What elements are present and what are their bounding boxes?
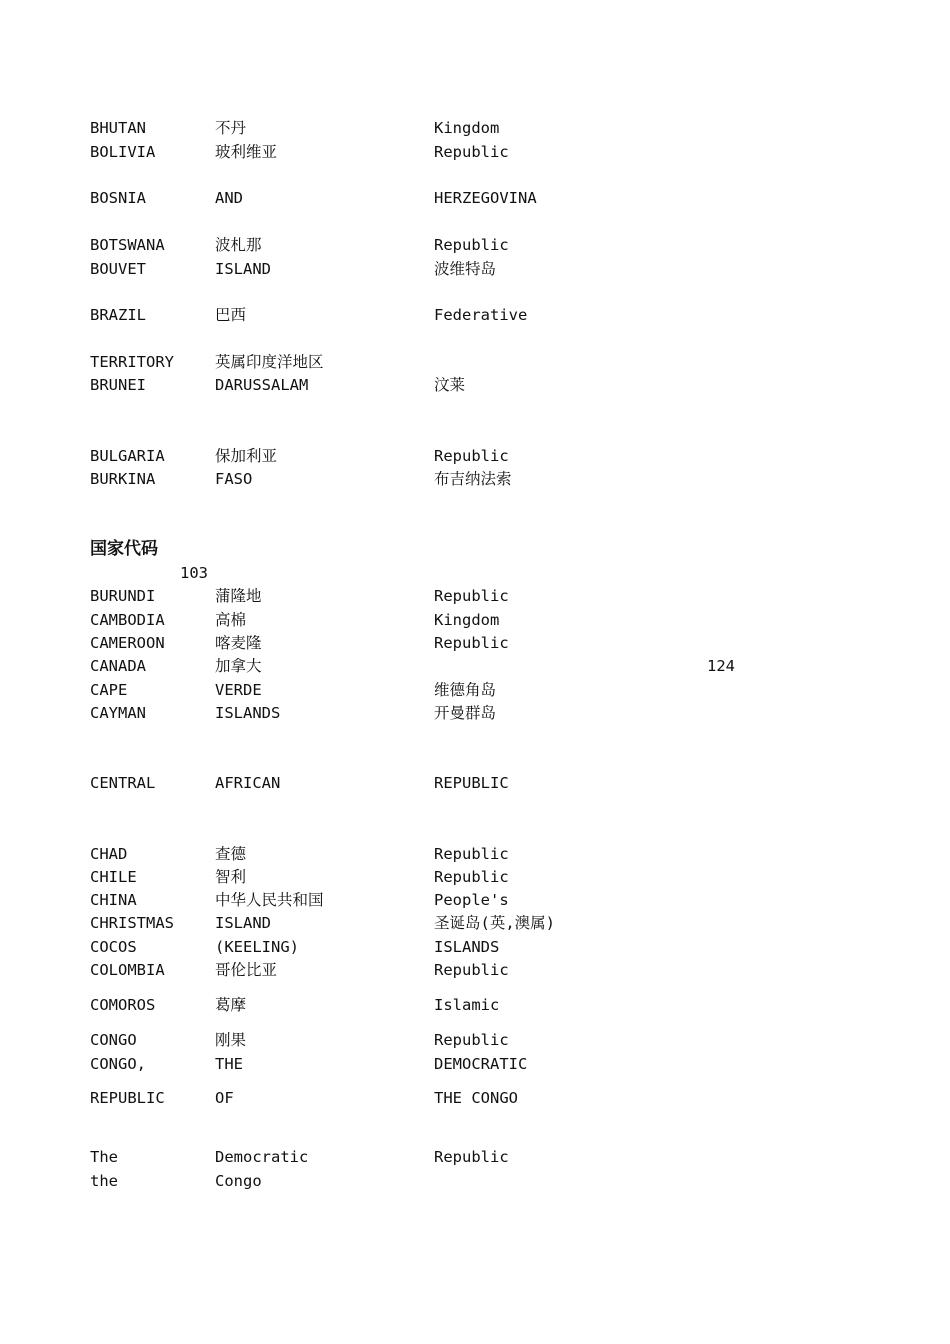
country-name-cell: BULGARIA <box>90 447 165 465</box>
country-detail-cell: 喀麦隆 <box>215 634 262 652</box>
country-detail-cell: 蒲隆地 <box>215 587 262 605</box>
country-type-cell: Islamic <box>434 996 500 1014</box>
country-name-cell: BRAZIL <box>90 306 146 324</box>
country-name-cell: CAMEROON <box>90 634 165 652</box>
table-row <box>0 585 950 607</box>
country-name-cell: CANADA <box>90 657 146 675</box>
country-type-cell: THE CONGO <box>434 1089 518 1107</box>
country-name-cell: CHILE <box>90 868 137 886</box>
country-type-cell: 布吉纳法索 <box>434 470 512 488</box>
table-row <box>0 1146 950 1168</box>
country-detail-cell: 查德 <box>215 845 247 863</box>
country-detail-cell: THE <box>215 1055 243 1073</box>
country-type-cell: 开曼群岛 <box>434 704 497 722</box>
page-number-left: 103 <box>180 564 208 582</box>
table-row <box>0 445 950 467</box>
table-row <box>0 1029 950 1051</box>
table-row <box>0 258 950 280</box>
country-type-cell: Republic <box>434 634 509 652</box>
country-detail-cell: VERDE <box>215 681 262 699</box>
table-row <box>0 843 950 865</box>
table-row <box>0 912 950 934</box>
table-row <box>0 141 950 163</box>
country-type-cell: 波维特岛 <box>434 260 497 278</box>
country-type-cell: 维德角岛 <box>434 681 497 699</box>
country-detail-cell: 哥伦比亚 <box>215 961 278 979</box>
country-name-cell: CHRISTMAS <box>90 914 174 932</box>
country-detail-cell: 中华人民共和国 <box>215 891 324 909</box>
country-name-cell: The <box>90 1148 118 1166</box>
country-detail-cell: 巴西 <box>215 306 247 324</box>
country-name-cell: CHAD <box>90 845 128 863</box>
table-row <box>0 632 950 654</box>
country-type-cell: Kingdom <box>434 611 500 629</box>
country-detail-cell: 智利 <box>215 868 247 886</box>
country-type-cell: DEMOCRATIC <box>434 1055 528 1073</box>
section-heading: 国家代码 <box>90 539 158 559</box>
table-row <box>0 468 950 490</box>
country-type-cell: Republic <box>434 236 509 254</box>
country-name-cell: CONGO <box>90 1031 137 1049</box>
country-type-cell: Republic <box>434 1148 509 1166</box>
country-detail-cell: Congo <box>215 1172 262 1190</box>
country-type-cell: Federative <box>434 306 528 324</box>
country-name-cell: COLOMBIA <box>90 961 165 979</box>
country-name-cell: BOLIVIA <box>90 143 156 161</box>
table-row <box>0 1087 950 1109</box>
country-detail-cell: 刚果 <box>215 1031 247 1049</box>
country-detail-cell: 加拿大 <box>215 657 262 675</box>
table-row <box>0 936 950 958</box>
country-type-cell: Republic <box>434 845 509 863</box>
country-name-cell: CHINA <box>90 891 137 909</box>
country-name-cell: BURUNDI <box>90 587 156 605</box>
table-row <box>0 772 950 794</box>
table-row <box>0 187 950 209</box>
country-type-cell: Republic <box>434 447 509 465</box>
table-row <box>0 1053 950 1075</box>
country-name-cell: CAYMAN <box>90 704 146 722</box>
table-row <box>0 351 950 373</box>
page-number-right: 124 <box>707 657 735 675</box>
country-detail-cell: (KEELING) <box>215 938 299 956</box>
country-detail-cell: 保加利亚 <box>215 447 278 465</box>
country-detail-cell: 玻利维亚 <box>215 143 278 161</box>
table-row <box>0 609 950 631</box>
table-row <box>0 304 950 326</box>
country-name-cell: TERRITORY <box>90 353 174 371</box>
country-detail-cell: ISLANDS <box>215 704 281 722</box>
country-detail-cell: ISLAND <box>215 260 271 278</box>
country-name-cell: BOSNIA <box>90 189 146 207</box>
country-detail-cell: AND <box>215 189 243 207</box>
country-name-cell: CAMBODIA <box>90 611 165 629</box>
country-type-cell: 汶莱 <box>434 376 466 394</box>
country-type-cell: REPUBLIC <box>434 774 509 792</box>
country-detail-cell: FASO <box>215 470 253 488</box>
country-type-cell: Republic <box>434 868 509 886</box>
table-row <box>0 959 950 981</box>
country-name-cell: the <box>90 1172 118 1190</box>
country-detail-cell: OF <box>215 1089 234 1107</box>
country-detail-cell: 高棉 <box>215 611 247 629</box>
country-name-cell: COMOROS <box>90 996 156 1014</box>
country-type-cell: Republic <box>434 961 509 979</box>
country-detail-cell: 英属印度洋地区 <box>215 353 324 371</box>
country-type-cell: Kingdom <box>434 119 500 137</box>
country-name-cell: BRUNEI <box>90 376 146 394</box>
country-name-cell: BOUVET <box>90 260 146 278</box>
country-detail-cell: AFRICAN <box>215 774 281 792</box>
country-detail-cell: ISLAND <box>215 914 271 932</box>
table-row <box>0 702 950 724</box>
country-name-cell: REPUBLIC <box>90 1089 165 1107</box>
country-detail-cell: 葛摩 <box>215 996 247 1014</box>
country-name-cell: BOTSWANA <box>90 236 165 254</box>
table-row <box>0 234 950 256</box>
country-detail-cell: 波札那 <box>215 236 262 254</box>
table-row <box>0 994 950 1016</box>
country-detail-cell: Democratic <box>215 1148 309 1166</box>
country-name-cell: CENTRAL <box>90 774 156 792</box>
country-name-cell: COCOS <box>90 938 137 956</box>
table-row <box>0 117 950 139</box>
table-row <box>0 866 950 888</box>
country-type-cell: Republic <box>434 1031 509 1049</box>
country-type-cell: ISLANDS <box>434 938 500 956</box>
country-type-cell: HERZEGOVINA <box>434 189 537 207</box>
country-type-cell: Republic <box>434 587 509 605</box>
table-row <box>0 679 950 701</box>
country-name-cell: BURKINA <box>90 470 156 488</box>
country-detail-cell: DARUSSALAM <box>215 376 309 394</box>
country-name-cell: BHUTAN <box>90 119 146 137</box>
table-row <box>0 655 950 677</box>
table-row <box>0 1170 950 1192</box>
country-name-cell: CAPE <box>90 681 128 699</box>
country-type-cell: Republic <box>434 143 509 161</box>
table-row <box>0 889 950 911</box>
table-row <box>0 374 950 396</box>
country-type-cell: People's <box>434 891 509 909</box>
country-name-cell: CONGO, <box>90 1055 146 1073</box>
country-type-cell: 圣诞岛(英,澳属) <box>434 914 555 932</box>
country-detail-cell: 不丹 <box>215 119 247 137</box>
